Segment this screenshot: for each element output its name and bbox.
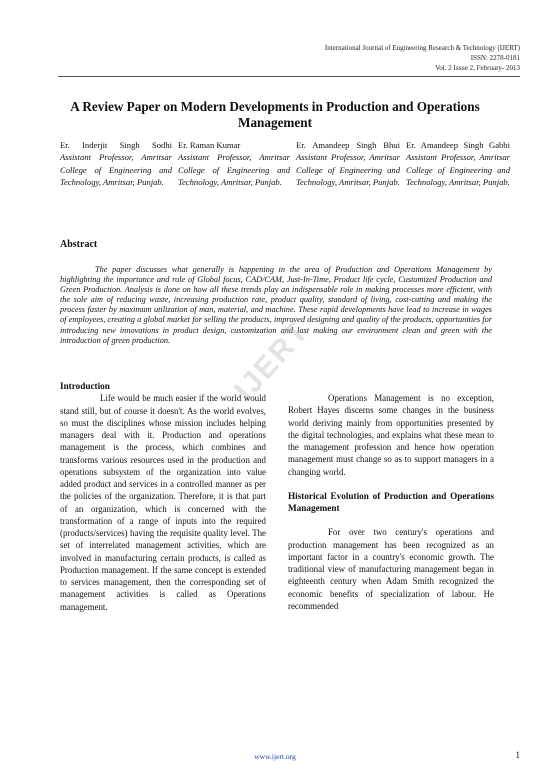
author-1 [60,139,172,188]
left-column [60,380,266,613]
watermark: IJERT [228,314,317,408]
operations-paragraph: Operations Management is no exception, Robert Hayes discerns some changes in the business world deriving mainly from opportunities presented by the digital technologies, and explains what these mean to the management profession and hence how operation management must change so as to support managers in a changing world. [288,393,494,477]
journal-header [325,43,520,73]
introduction-paragraph: Life would be much easier if the world would stand still, but of course it doesn't. As the world evolves, so must the disciplines whose mission includes helping managers deal with it. Production and operations management is the process, which combines and transforms various resources used in the production and operations subsystem of the organization into value added product and services in a controlled manner as per the policies of the organization. Therefore, it is that part of an organization, which is concerned with the transformation of a range of inputs into the required (products/services) having the requisite quality level. The set of interrelated management activities, which are involved in manufacturing certain products, is called as Production management. If the same concept is extended to services management, then the corresponding set of management activities is called as Operations management. [60,393,266,612]
author-affiliation: Assistant Professor, Amritsar College of Engineering and Technology, Amritsar, Punjab. [60,152,172,187]
footer-link[interactable]: www.ijert.org [254,752,296,761]
journal-name: International Journal of Engineering Research & Technology (IJERT) [324,44,520,52]
volume-issue: Vol. 2 Issue 2, February- 2013 [435,64,520,72]
author-name: Er. Amandeep Singh Bhui [296,140,400,150]
author-affiliation: Assistant Professor, Amritsar College of Engineering and Technology, Amritsar, Punjab. [296,152,400,187]
issn: ISSN: 2278-0181 [470,54,520,62]
author-name: Er. Raman Kumar [178,140,241,150]
history-paragraph: For over two century's operations and production management has been recognized as an important factor in a country's economic growth. The traditional view of manufacturing management began in eighteenth century when Adam Smith recognized the economic benefits of specialization of labour. He recommended [288,527,494,611]
abstract-text: The paper discusses what generally is happening in the area of Production and Operations Management by highlighting the importance and role of Global focus, CAD/CAM, Just-In-Time, Product life cycle, Customized Production and Green Production. Analysis is done on how all these trends play an indispensable role in making processes more efficient, with the sole aim of reducing waste, increasing production rate, product quality, standard of living, cost-cutting and making the process faster by maximum utilization of man, material, and machine. These rapid developments have lead to increase in wages of employees, creating a global market for selling the products, improved designing and quality of the products, opportunities for introducing new innovations in product design, customization and last making our environment clean and green with the introduction of green production. [60,265,492,345]
author-name: Er. Amandeep Singh Gabbi [406,140,510,150]
author-4 [406,139,510,188]
author-affiliation: Assistant Professor, Amritsar College of Engineering and Technology, Amritsar, Punjab. [406,152,510,187]
abstract-heading: Abstract [60,239,98,250]
page-number: 1 [515,750,520,760]
author-affiliation: Assistant Professor, Amritsar College of Engineering and Technology, Amritsar, Punjab. [178,152,290,187]
right-column [288,380,494,612]
author-3 [296,139,400,188]
paper-title: A Review Paper on Modern Developments in Production and Operations Management [70,99,480,130]
header-rule [58,76,520,77]
introduction-heading: Introduction [60,381,110,391]
author-2 [178,139,290,188]
author-name: Er. Inderjit Singh Sodhi [60,140,172,150]
author-list [60,139,510,188]
history-heading: Historical Evolution of Production and Operations Management [288,490,494,514]
